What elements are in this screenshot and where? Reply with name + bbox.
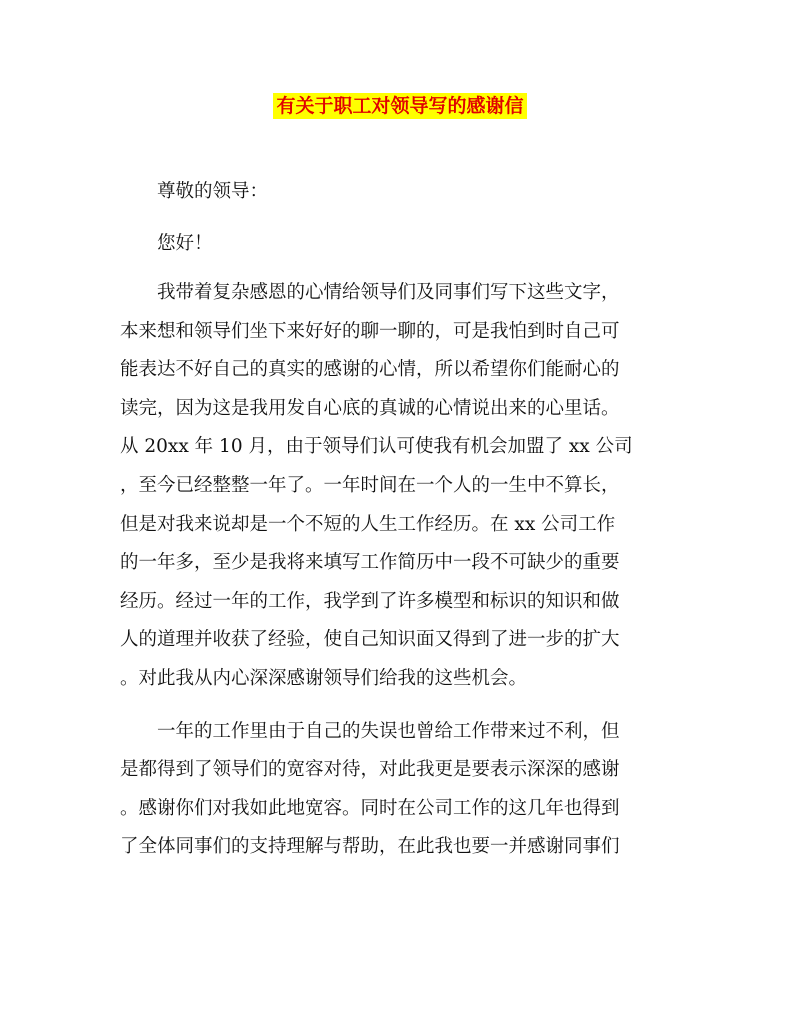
salutation: 尊敬的领导： [157, 181, 269, 202]
paragraph-line: 是都得到了领导们的宽容对待，对此我更是要表示深深的感谢 [120, 759, 620, 781]
paragraph-line: 一年的工作里由于自己的失误也曾给工作带来过不利，但 [157, 720, 620, 742]
paragraph-line: 能表达不好自己的真实的感谢的心情，所以希望你们能耐心的 [120, 359, 620, 381]
paragraph-line: 读完，因为这是我用发自心底的真诚的心情说出来的心里话。 [120, 397, 620, 419]
paragraph-line: 。感谢你们对我如此地宽容。同时在公司工作的这几年也得到 [120, 797, 620, 819]
letter-body [120, 166, 685, 867]
paragraph-line: 的一年多，至少是我将来填写工作简历中一段不可缺少的重要 [120, 552, 620, 574]
paragraph-line: 本来想和领导们坐下来好好的聊一聊的，可是我怕到时自己可 [120, 320, 620, 342]
paragraph-spacer [120, 699, 685, 713]
paragraph-line: 。对此我从内心深深感谢领导们给我的这些机会。 [120, 667, 528, 689]
title-highlight: 有关于职工对领导写的感谢信 [273, 93, 526, 119]
paragraph-2 [120, 713, 685, 867]
paragraph-line: ，至今已经整整一年了。一年时间在一个人的一生中不算长， [120, 474, 620, 496]
greeting: 您好！ [157, 233, 213, 254]
paragraph-line: 经历。经过一年的工作，我学到了许多模型和标识的知识和做 [120, 590, 620, 612]
paragraph-line: 了全体同事们的支持理解与帮助，在此我也要一并感谢同事们 [120, 836, 620, 858]
document-title [0, 92, 800, 120]
paragraph-line: 人的道理并收获了经验，使自己知识面又得到了进一步的扩大 [120, 629, 620, 651]
paragraph-line: 但是对我来说却是一个不短的人生工作经历。在 xx 公司工作 [120, 513, 616, 535]
paragraph-line: 从 20xx 年 10 月，由于领导们认可使我有机会加盟了 xx 公司 [120, 436, 633, 458]
paragraph-line: 我带着复杂感恩的心情给领导们及同事们写下这些文字， [157, 282, 620, 303]
paragraph-1 [120, 274, 685, 699]
